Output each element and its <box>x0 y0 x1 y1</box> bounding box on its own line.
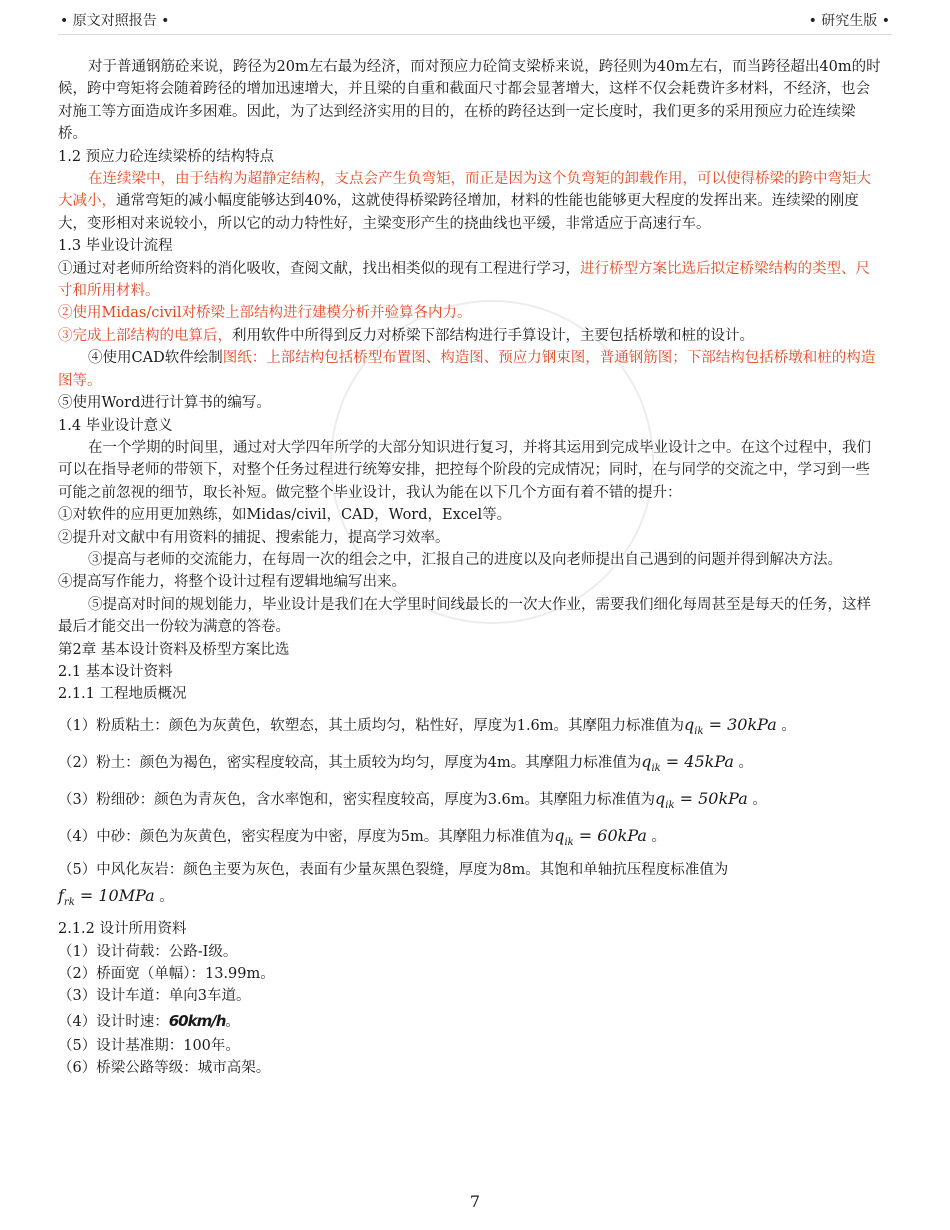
highlighted-text: 图纸：上部结构包括桥型布置图、构造图、预应力钢束图，普通钢筋图；下部结构包括桥墩和桩的构造图等。 <box>58 350 876 389</box>
paragraph <box>58 168 884 235</box>
geology-text: （2）粉土：颜色为褐色，密实程度较高，其土质较为均匀，厚度为4m。其摩阻力标准值为 <box>58 754 642 771</box>
geology-item: （3）粉细砂：颜色为青灰色，含水率饱和，密实程度较高，厚度为3.6m。其摩阻力标准值为$q_{ik} = 50kPa$ 。 <box>58 789 767 812</box>
list-item <box>58 347 884 392</box>
highlighted-text: 进行桥型方案比选后拟定桥梁结构的类型、尺寸和所用材料。 <box>58 260 870 300</box>
section-heading: 1.4 毕业设计意义 <box>58 417 173 434</box>
list-item: （5）设计基准期：100年。 <box>58 1037 240 1054</box>
geology-item: （2）粉土：颜色为褐色，密实程度较高，其土质较为均匀，厚度为4m。其摩阻力标准值为$q_{ik} = 45kPa$ 。 <box>58 751 754 775</box>
highlighted-text: 在连续梁中，由于结构为超静定结构，支点会产生负弯矩，而正是因为这个负弯矩的卸载作用，可以使得桥梁的跨中弯矩大大减小， <box>58 171 871 210</box>
geology-item: （5）中风化灰岩：颜色主要为灰色，表面有少量灰黑色裂缝，厚度为8m。其饱和单轴抗压程度标准值为 <box>58 861 729 878</box>
paragraph: 对于普通钢筋砼来说，跨径为20m左右最为经济，而对预应力砼简支梁桥来说，跨径则为40m左右，而当跨径超出40m的时候，跨中弯矩将会随着跨径的增加迅速增大，并且梁的自重和截面尺寸都会显著增大，这样不仅会耗费许多材料，不经济，也会对施工等方面造成许多困难。因此，为了达到经济实用的目的，在桥的跨径达到一定长度时，我们更多的采用预应力砼连续梁桥。 <box>58 59 881 143</box>
page-number: 7 <box>469 1192 481 1211</box>
subsection-heading: 2.1.1 工程地质概况 <box>58 686 187 703</box>
list-item: ②使用Midas/civil对桥梁上部结构进行建模分析并验算各内力。 <box>58 305 472 322</box>
list-item-text: ④使用CAD软件绘制 <box>88 350 223 367</box>
section-heading: 1.2 预应力砼连续梁桥的结构特点 <box>58 148 275 165</box>
list-item: ④提高写作能力，将整个设计过程有逻辑地编写出来。 <box>58 574 406 591</box>
list-item-text: 利用软件中所得到反力对桥梁下部结构进行手算设计，主要包括桥墩和桩的设计。 <box>232 327 754 344</box>
friction-formula: $q_{ik} = 50kPa$ <box>655 789 748 812</box>
document-body <box>58 56 884 1080</box>
list-item <box>58 258 884 303</box>
list-item-text: ①通过对老师所给资料的消化吸收，查阅文献，找出相类似的现有工程进行学习， <box>58 260 580 277</box>
list-item: ②提升对文献中有用资料的捕捉、搜索能力，提高学习效率。 <box>58 529 450 546</box>
paragraph-text: 通常弯矩的减小幅度能够达到40%，这就使得桥梁跨径增加，材料的性能也能够更大程度的发挥出来。连续梁的刚度大，变形相对来说较小，所以它的动力特性好，主梁变形产生的挠曲线也平缓，非常适应于高速行车。 <box>58 193 859 232</box>
geology-text: （4）中砂：颜色为灰黄色，密实程度为中密，厚度为5m。其摩阻力标准值为 <box>58 829 555 846</box>
list-item: ⑤提高对时间的规划能力，毕业设计是我们在大学里时间线最长的一次大作业，需要我们细化每周甚至是每天的任务，这样最后才能交出一份较为满意的答卷。 <box>58 596 871 636</box>
list-item: （2）桥面宽（单幅）：13.99m。 <box>58 965 275 982</box>
header-divider <box>58 34 892 35</box>
list-item: ⑤使用Word进行计算书的编写。 <box>58 395 271 412</box>
list-item: （6）桥梁公路等级：城市高架。 <box>58 1060 271 1077</box>
friction-formula: $q_{ik} = 45kPa$ <box>641 751 734 775</box>
paragraph: 在一个学期的时间里，通过对大学四年所学的大部分知识进行复习，并将其运用到完成毕业设计之中。在这个过程中，我们可以在指导老师的带领下，对整个任务过程进行统筹安排，把控每个阶段的完成情况；同时，在与同学的交流之中，学习到一些可能之前忽视的细节，取长补短。做完整个毕业设计，我认为能在以下几个方面有着不错的提升： <box>58 439 871 501</box>
strength-formula-line: $f_{rk} = 10MPa$ 。 <box>58 885 174 909</box>
friction-formula: $q_{ik} = 30kPa$ <box>684 714 777 737</box>
geology-text: （1）粉质粘土：颜色为灰黄色，软塑态，其土质均匀，粘性好，厚度为1.6m。其摩阻力标准值为 <box>58 717 685 734</box>
geology-item: （1）粉质粘土：颜色为灰黄色，软塑态，其土质均匀，粘性好，厚度为1.6m。其摩阻力标准值为$q_{ik} = 30kPa$ 。 <box>58 714 796 737</box>
friction-formula: $q_{ik} = 60kPa$ <box>554 826 647 849</box>
header-right: • 研究生版 • <box>808 13 890 29</box>
list-item: （3）设计车道：单向3车道。 <box>58 988 251 1005</box>
subsection-heading: 2.1.2 设计所用资料 <box>58 921 187 938</box>
list-item: （1）设计荷载：公路-Ⅰ级。 <box>58 943 238 960</box>
list-item: ①对软件的应用更加熟练，如Midas/civil，CAD，Word，Excel等。 <box>58 507 512 524</box>
geology-item: （4）中砂：颜色为灰黄色，密实程度为中密，厚度为5m。其摩阻力标准值为$q_{ik} = 60kPa$ 。 <box>58 826 667 849</box>
section-heading: 1.3 毕业设计流程 <box>58 238 173 255</box>
list-item-text: （4）设计时速： <box>58 1013 169 1030</box>
header-left: • 原文对照报告 • <box>60 13 170 29</box>
highlighted-text: ③完成上部结构的电算后， <box>58 327 232 344</box>
section-heading: 2.1 基本设计资料 <box>58 663 173 680</box>
chapter-heading: 第2章 基本设计资料及桥型方案比选 <box>58 641 290 658</box>
list-item <box>58 325 884 347</box>
strength-formula: $f_{rk} = 10MPa$ <box>58 885 155 909</box>
geology-text: （3）粉细砂：颜色为青灰色，含水率饱和，密实程度较高，厚度为3.6m。其摩阻力标准值为 <box>58 792 656 809</box>
list-item: （4）设计时速：60km/h。 <box>58 1011 240 1030</box>
list-item: ③提高与老师的交流能力，在每周一次的组会之中，汇报自己的进度以及向老师提出自己遇到的问题并得到解决方法。 <box>88 551 842 568</box>
design-speed: 60km/h <box>168 1011 226 1030</box>
